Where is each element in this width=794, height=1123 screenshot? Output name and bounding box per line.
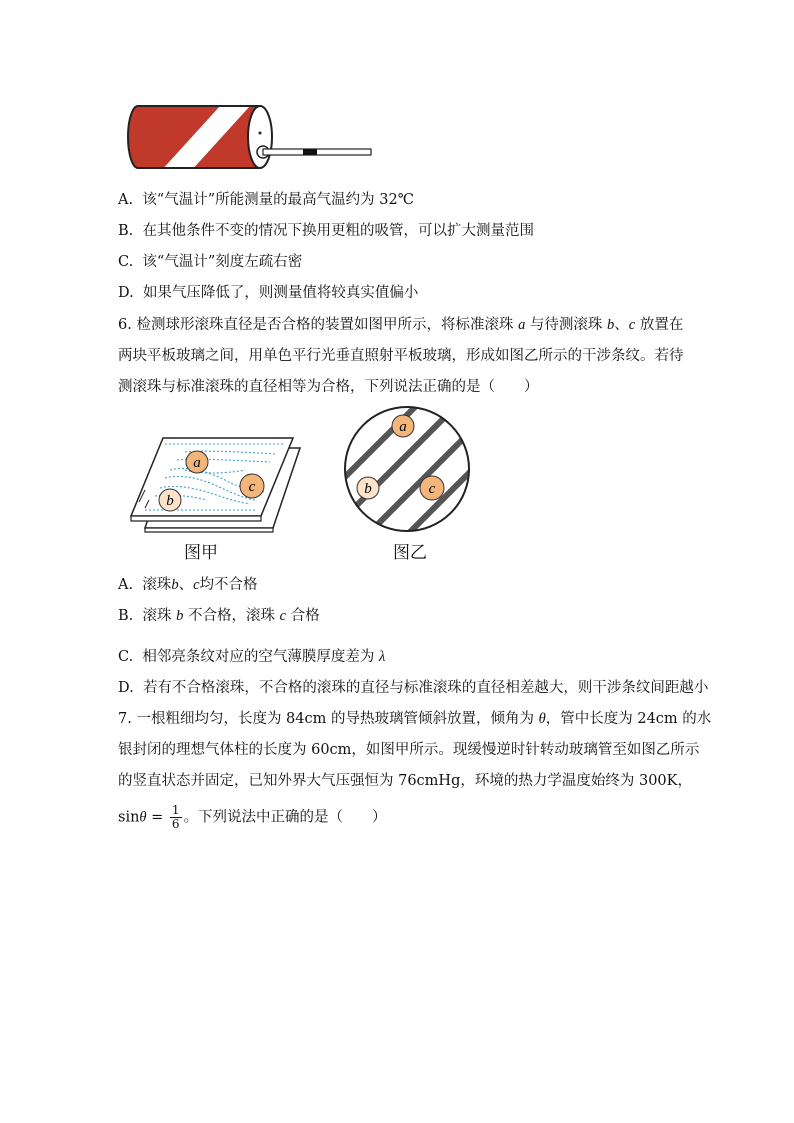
figure-yi-ball-c-label: c bbox=[428, 481, 436, 497]
figure-jia-ball-c-label: c bbox=[248, 479, 256, 495]
fraction-one-sixth: $\frac{1}{6}$ bbox=[171, 803, 180, 831]
q7-stem-line-1: 7. 一根粗细均匀，长度为 84cm 的导热玻璃管倾斜放置，倾角为 θ，管中长度为 24cm 的水 bbox=[118, 711, 712, 727]
can-thermometer-figure bbox=[120, 100, 380, 172]
q7-stem-line-2: 银封闭的理想气体柱的长度为 60cm，如图甲所示。现缓慢逆时针转动玻璃管至如图乙所示 bbox=[118, 742, 700, 758]
q5-option-a[interactable]: A. 该“气温计”所能测量的最高气温约为 32℃ bbox=[118, 192, 414, 208]
figure-yi-caption: 图乙 bbox=[393, 543, 427, 563]
figure-jia-caption: 图甲 bbox=[184, 543, 218, 563]
q6-option-a[interactable]: A. 滚珠b、c均不合格 bbox=[118, 577, 258, 593]
q7-stem-line-3: 的竖直状态并固定，已知外界大气压强恒为 76cmHg，环境的热力学温度始终为 300K， bbox=[118, 773, 692, 789]
q6-option-c[interactable]: C. 相邻亮条纹对应的空气薄膜厚度差为 λ bbox=[118, 649, 386, 665]
q5-option-d[interactable]: D. 如果气压降低了，则测量值将较真实值偏小 bbox=[118, 285, 419, 301]
figure-jia-ball-a-label: a bbox=[193, 455, 201, 471]
q5-option-c[interactable]: C. 该“气温计”刻度左疏右密 bbox=[118, 254, 303, 270]
figure-jia-ball-b-label: b bbox=[166, 493, 174, 509]
q6-option-b[interactable]: B. 滚珠 b 不合格，滚珠 c 合格 bbox=[118, 608, 320, 624]
q6-option-d[interactable]: D. 若有不合格滚珠，不合格的滚珠的直径与标准滚珠的直径相差越大，则干涉条纹间距越小 bbox=[118, 680, 709, 696]
figure-yi-ball-b-label: b bbox=[364, 481, 372, 497]
q7-stem-line-4: sinθ = $\frac{1}{6}$ 。下列说法中正确的是（ ） bbox=[118, 803, 387, 831]
figure-yi-ball-a-label: a bbox=[399, 419, 407, 435]
q6-stem-line-2: 两块平板玻璃之间，用单色平行光垂直照射平板玻璃，形成如图乙所示的干涉条纹。若待 bbox=[118, 348, 684, 364]
q6-stem-line-1: 6. 检测球形滚珠直径是否合格的装置如图甲所示，将标准滚珠 a 与待测滚珠 b、c 放置在 bbox=[118, 317, 684, 333]
figure-yi-fringes bbox=[340, 402, 474, 536]
q5-option-b[interactable]: B. 在其他条件不变的情况下换用更粗的吸管，可以扩大测量范围 bbox=[118, 223, 534, 239]
figure-jia-glass-plates bbox=[125, 430, 305, 535]
q6-stem-line-3: 测滚珠与标准滚珠的直径相等为合格，下列说法正确的是（ ） bbox=[118, 379, 539, 395]
